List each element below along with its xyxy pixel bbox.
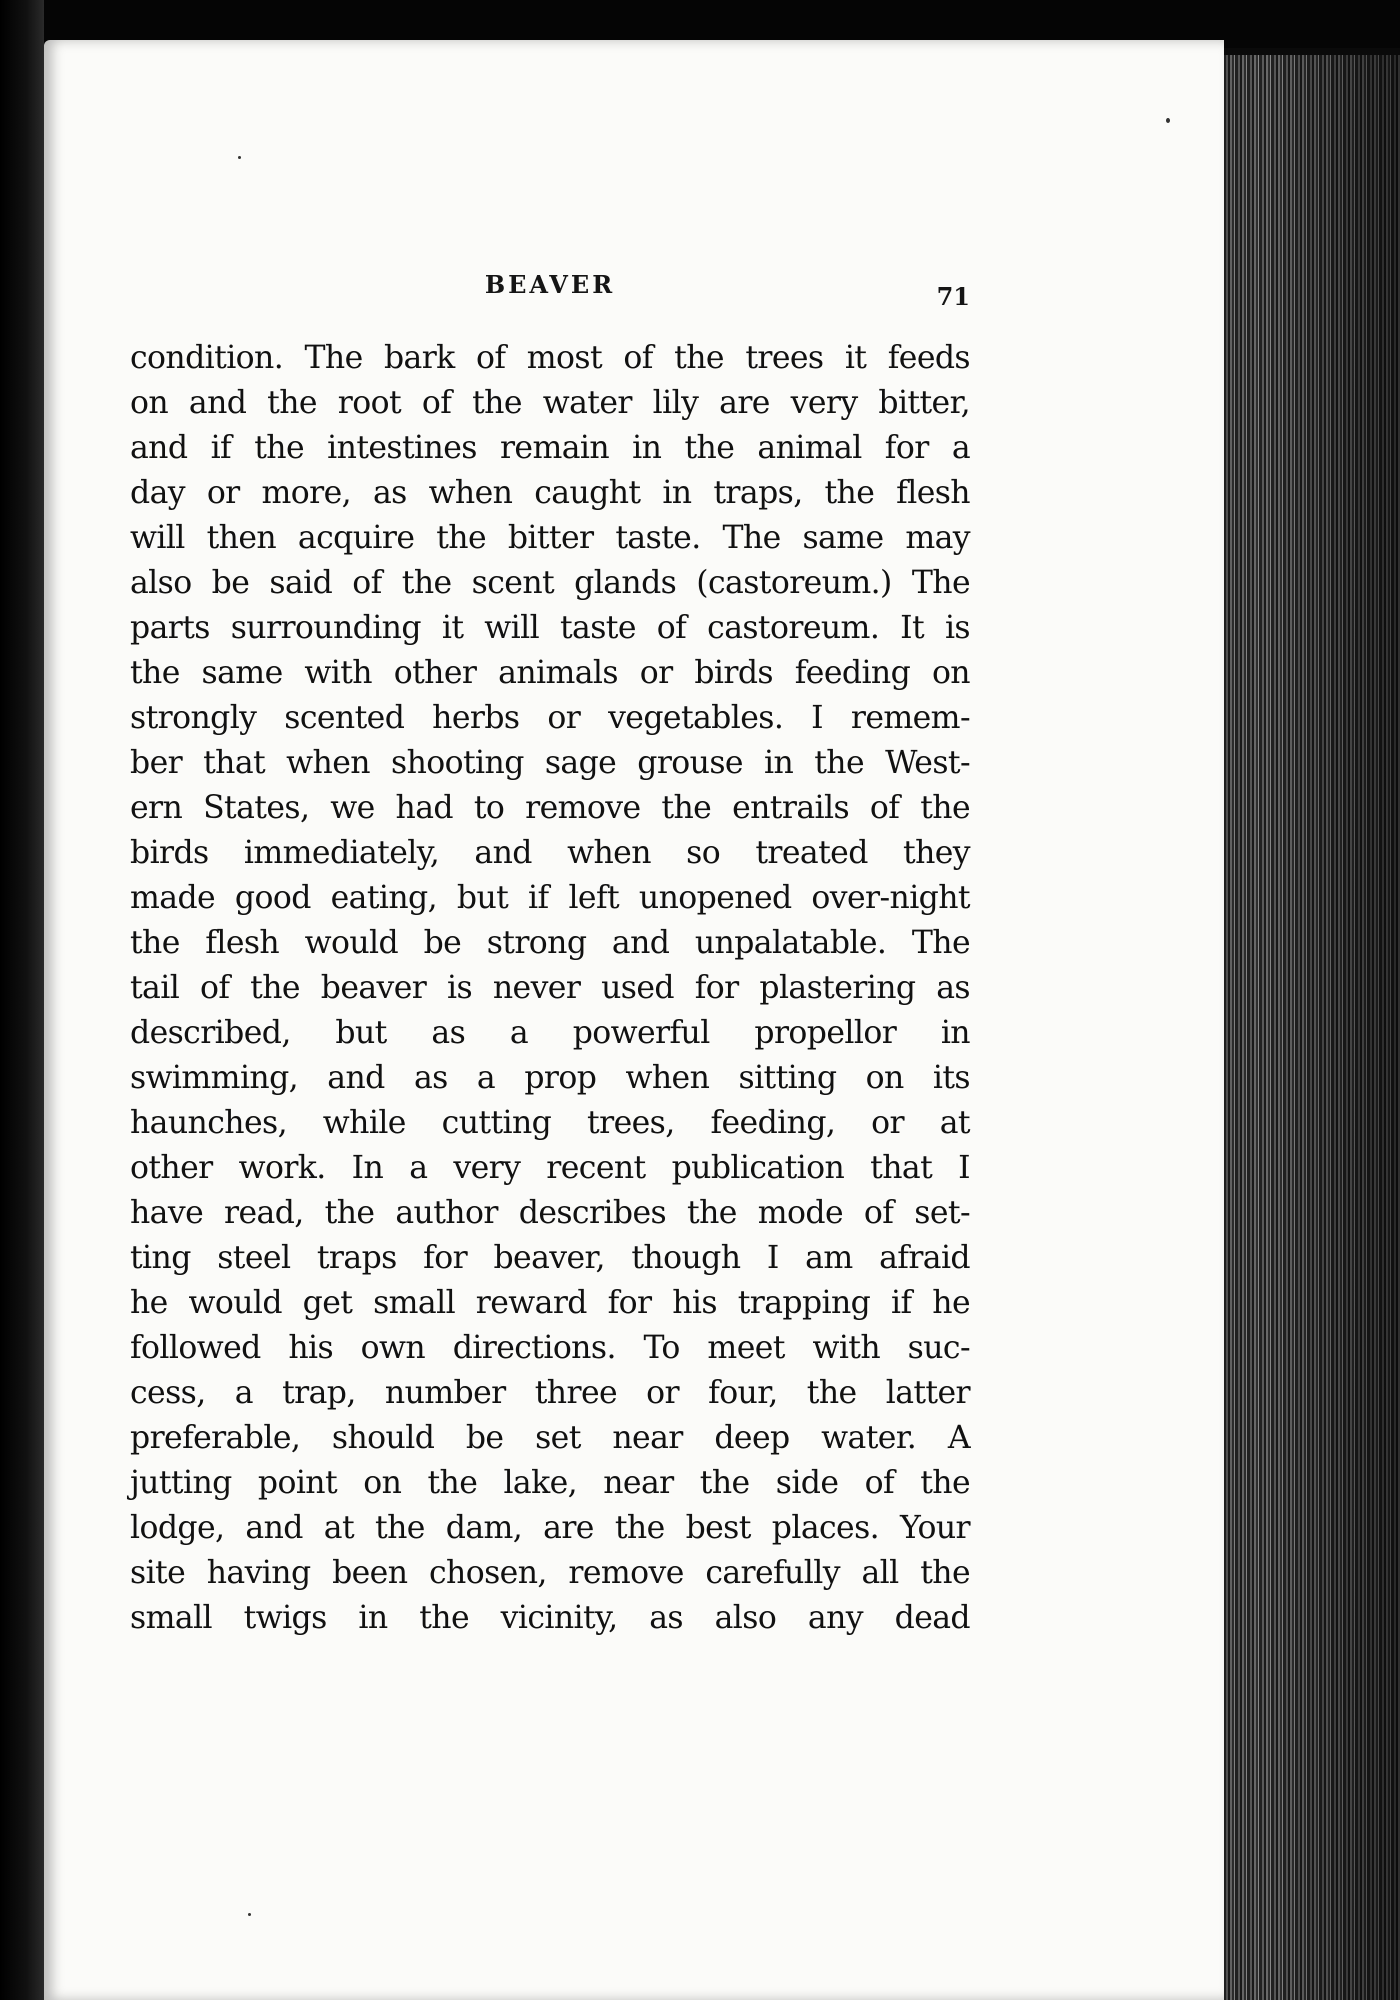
text-line: on and the root of the water lily are very bitter,: [130, 385, 970, 421]
paper-speck: [238, 156, 241, 159]
text-line: other work. In a very recent publication that I: [130, 1150, 970, 1186]
paper-speck: [248, 1913, 251, 1916]
text-line: and if the intestines remain in the animal for a: [130, 430, 970, 466]
text-line: haunches, while cutting trees, feeding, or at: [130, 1105, 970, 1141]
text-line: ern States, we had to remove the entrails of the: [130, 790, 970, 826]
paper-speck: [1166, 118, 1170, 123]
text-line: site having been chosen, remove carefully all the: [130, 1555, 970, 1591]
book-gutter-edge: [0, 0, 44, 2000]
text-line: condition. The bark of most of the trees it feeds: [130, 340, 970, 376]
text-line: lodge, and at the dam, are the best places. Your: [130, 1510, 970, 1546]
text-line: followed his own directions. To meet with suc-: [130, 1330, 970, 1366]
text-line: ting steel traps for beaver, though I am afraid: [130, 1240, 970, 1276]
text-line: described, but as a powerful propellor in: [130, 1015, 970, 1051]
text-line: parts surrounding it will taste of castoreum. It is: [130, 610, 970, 646]
body-text: [130, 336, 970, 1641]
text-line: birds immediately, and when so treated they: [130, 835, 970, 871]
text-line: strongly scented herbs or vegetables. I remem-: [130, 700, 970, 736]
running-head: BEAVER: [484, 270, 616, 299]
text-line: also be said of the scent glands (castoreum.) The: [130, 565, 970, 601]
text-line: small twigs in the vicinity, as also any dead: [130, 1600, 970, 1636]
fore-edge-shadow: [1204, 55, 1400, 2000]
text-line: made good eating, but if left unopened over-night: [130, 880, 970, 916]
text-line: the same with other animals or birds feeding on: [130, 655, 970, 691]
page-number: 71: [936, 282, 970, 311]
text-line: preferable, should be set near deep water. A: [130, 1420, 970, 1456]
text-line: swimming, and as a prop when sitting on its: [130, 1060, 970, 1096]
text-line: jutting point on the lake, near the side of the: [130, 1465, 970, 1501]
text-line: have read, the author describes the mode of set-: [130, 1195, 970, 1231]
text-line: cess, a trap, number three or four, the latter: [130, 1375, 970, 1411]
text-line: will then acquire the bitter taste. The same may: [130, 520, 970, 556]
page-header: [130, 270, 970, 310]
text-line: he would get small reward for his trapping if he: [130, 1285, 970, 1321]
text-line: day or more, as when caught in traps, the flesh: [130, 475, 970, 511]
text-line: tail of the beaver is never used for plastering as: [130, 970, 970, 1006]
text-line: ber that when shooting sage grouse in the West-: [130, 745, 970, 781]
text-line: the flesh would be strong and unpalatable. The: [130, 925, 970, 961]
